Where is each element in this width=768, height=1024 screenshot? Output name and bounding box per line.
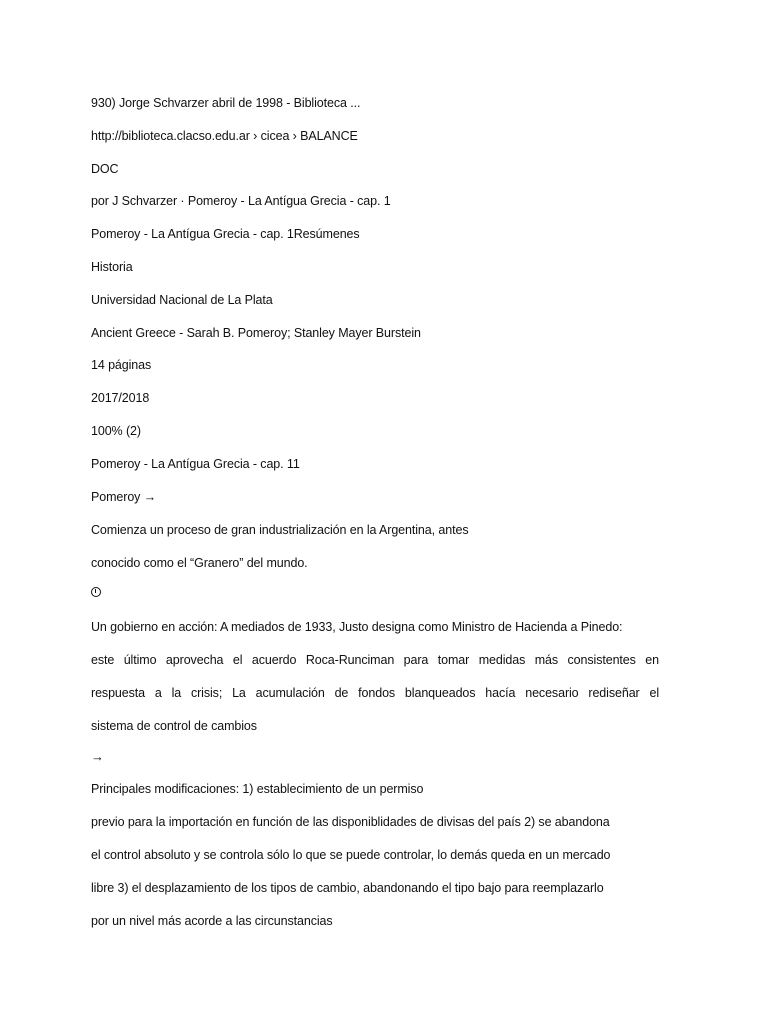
text-line: conocido como el “Granero” del mundo.	[91, 556, 308, 570]
text-line: 14 páginas	[91, 358, 152, 372]
arrow-right-icon: →	[91, 749, 104, 764]
text-line: Principales modificaciones: 1) establecimiento de un permiso	[91, 782, 424, 796]
text-line: Historia	[91, 260, 133, 274]
text-line: Universidad Nacional de La Plata	[91, 293, 273, 307]
text-line: por J Schvarzer · Pomeroy - La Antígua Grecia - cap. 1	[91, 194, 391, 208]
text-line: respuesta a la crisis; La acumulación de fondos blanqueados hacía necesario rediseñar el	[91, 686, 659, 700]
text-line: previo para la importación en función de las disponiblidades de divisas del país 2) se abandona	[91, 815, 610, 829]
text-line: libre 3) el desplazamiento de los tipos de cambio, abandonando el tipo bajo para reemplazarlo	[91, 881, 604, 895]
text-line: Un gobierno en acción: A mediados de 1933, Justo designa como Ministro de Hacienda a Pinedo:	[91, 620, 623, 634]
text-line: Pomeroy - La Antígua Grecia - cap. 1Resúmenes	[91, 227, 360, 241]
text-line: este último aprovecha el acuerdo Roca-Runciman para tomar medidas más consistentes en	[91, 653, 659, 667]
clock-icon	[91, 587, 101, 597]
text-fragment: Pomeroy	[91, 490, 141, 504]
text-line-with-arrow	[91, 489, 156, 505]
text-line: 100% (2)	[91, 424, 141, 438]
arrow-right-icon: →	[143, 490, 157, 504]
text-line: sistema de control de cambios	[91, 719, 257, 733]
text-line: 930) Jorge Schvarzer abril de 1998 - Biblioteca ...	[91, 96, 361, 110]
text-line: DOC	[91, 162, 119, 176]
text-line: Ancient Greece - Sarah B. Pomeroy; Stanley Mayer Burstein	[91, 326, 421, 340]
text-line: por un nivel más acorde a las circunstancias	[91, 914, 333, 928]
text-line: http://biblioteca.clacso.edu.ar › cicea › BALANCE	[91, 129, 358, 143]
text-line: el control absoluto y se controla sólo lo que se puede controlar, lo demás queda en un mercado	[91, 848, 611, 862]
text-line: Pomeroy - La Antígua Grecia - cap. 11	[91, 457, 300, 471]
text-line: Comienza un proceso de gran industrialización en la Argentina, antes	[91, 523, 469, 537]
text-line: 2017/2018	[91, 391, 150, 405]
